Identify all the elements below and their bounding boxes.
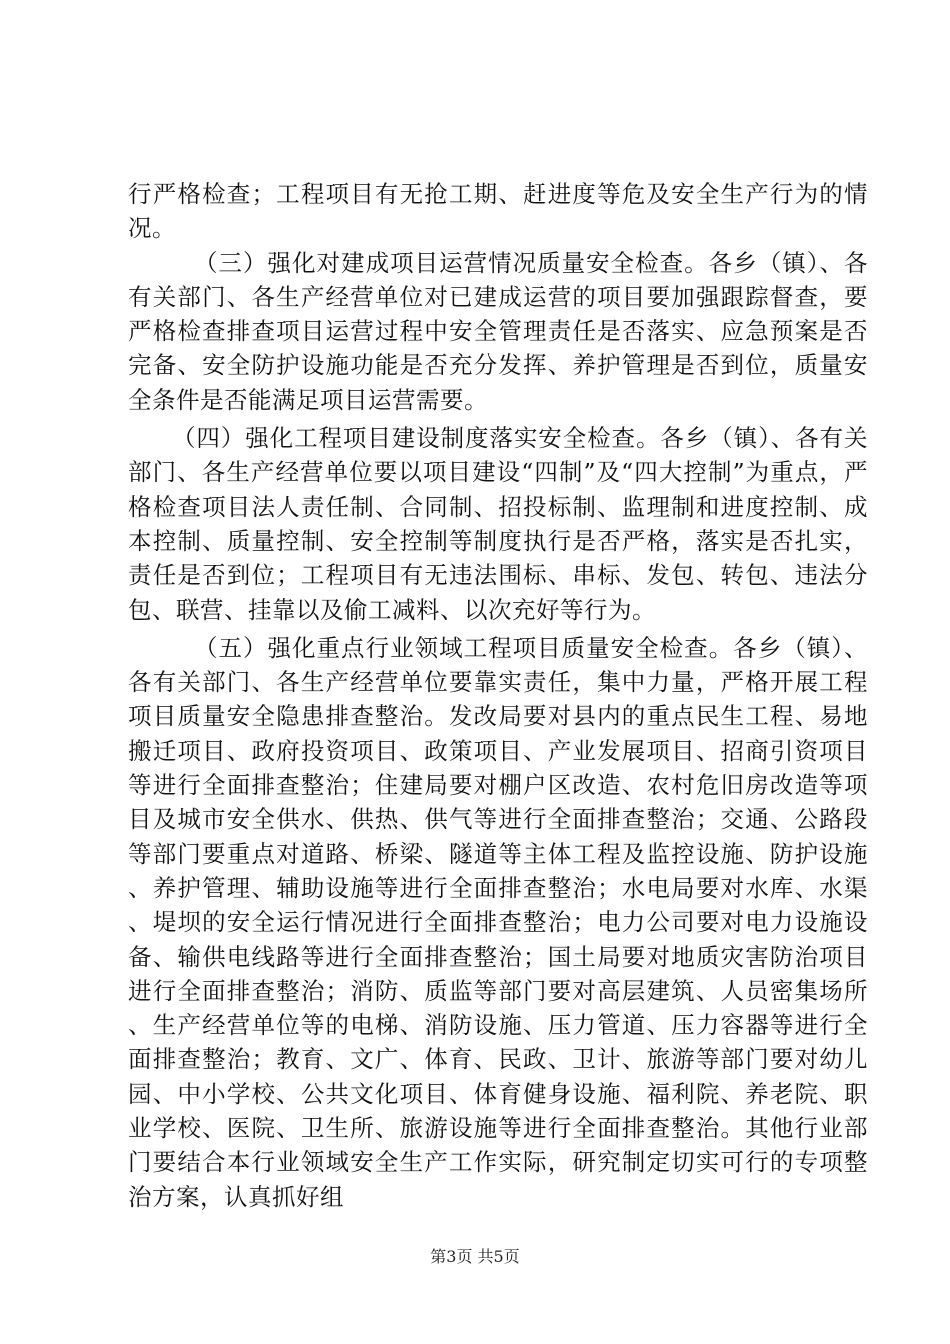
paragraph-continuation: 行严格检查；工程项目有无抢工期、赶进度等危及安全生产行为的情况。 xyxy=(128,180,868,243)
document-body xyxy=(128,177,868,1214)
paragraph-section-3: （三）强化对建成项目运营情况质量安全检查。各乡（镇）、各有关部门、各生产经营单位对已建成运营的项目要加强跟踪督查，要严格检查排查项目运营过程中安全管理责任是否落实、应急预案是否完备、安全防护设施功能是否充分发挥、养护管理是否到位，质量安全条件是否能满足项目运营需要。 xyxy=(128,248,868,414)
page-number-footer: 第3页 共5页 xyxy=(430,1247,520,1266)
paragraph-section-5: （五）强化重点行业领域工程项目质量安全检查。各乡（镇）、各有关部门、各生产经营单位要靠实责任，集中力量，严格开展工程项目质量安全隐患排查整治。发改局要对县内的重点民生工程、易地搬迁项目、政府投资项目、政策项目、产业发展项目、招商引资项目等进行全面排查整治；住建局要对棚户区改造、农村危旧房改造等项目及城市安全供水、供热、供气等进行全面排查整治；交通、公路段等部门要重点对道路、桥梁、隧道等主体工程及监控设施、防护设施、养护管理、辅助设施等进行全面排查整治；水电局要对水库、水渠、堤坝的安全运行情况进行全面排查整治；电力公司要对电力设施设备、输供电线路等进行全面排查整治；国土局要对地质灾害防治项目进行全面排查整治；消防、质监等部门要对高层建筑、人员密集场所、生产经营单位等的电梯、消防设施、压力管道、压力容器等进行全面排查整治；教育、文广、体育、民政、卫计、旅游等部门要对幼儿园、中小学校、公共文化项目、体育健身设施、福利院、养老院、职业学校、医院、卫生所、旅游设施等进行全面排查整治。其他行业部门要结合本行业领域安全生产工作实际，研究制定切实可行的专项整治方案，认真抓好组 xyxy=(128,633,868,1211)
paragraph-section-4: （四）强化工程项目建设制度落实安全检查。各乡（镇）、各有关部门、各生产经营单位要以项目建设“四制”及“四大控制”为重点，严格检查项目法人责任制、合同制、招投标制、监理制和进度控制、成本控制、质量控制、安全控制等制度执行是否严格，落实是否扎实，责任是否到位；工程项目有无违法围标、串标、发包、转包、违法分包、联营、挂靠以及偷工减料、以次充好等行为。 xyxy=(128,424,868,624)
